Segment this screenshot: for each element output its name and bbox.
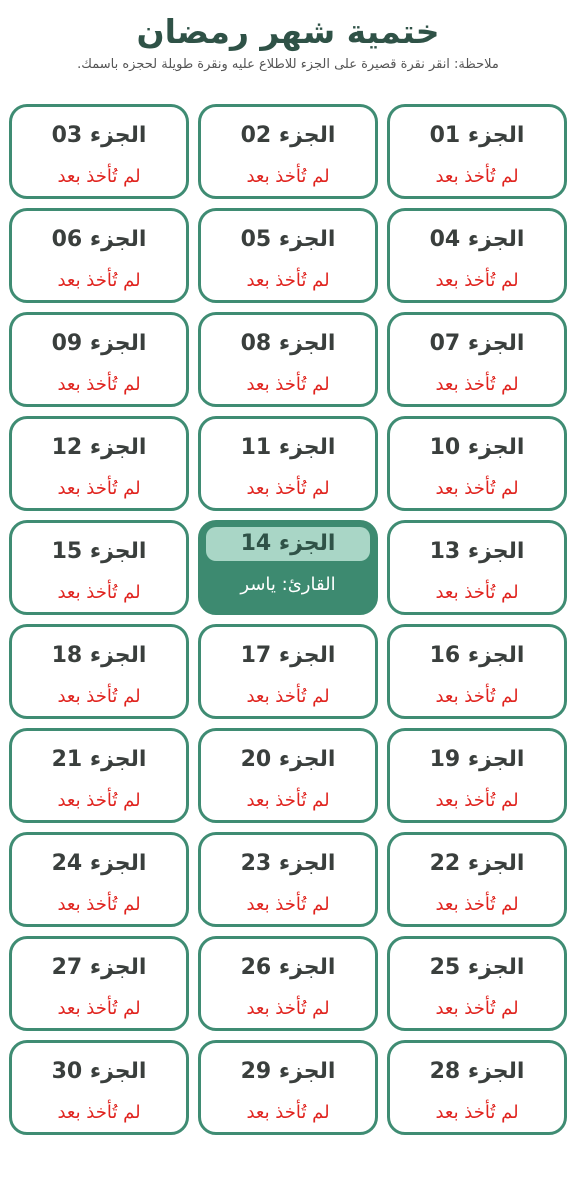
part-card[interactable] [9, 416, 189, 511]
part-card[interactable] [198, 832, 378, 927]
part-name: الجزء 23 [240, 851, 336, 876]
part-name: الجزء 24 [51, 851, 147, 876]
part-name: الجزء 28 [429, 1059, 525, 1084]
part-card[interactable] [387, 208, 567, 303]
part-card[interactable] [198, 416, 378, 511]
part-status: لم تُأخذ بعد [57, 894, 141, 915]
part-name: الجزء 11 [240, 435, 336, 460]
part-card[interactable] [387, 728, 567, 823]
part-status: لم تُأخذ بعد [435, 270, 519, 291]
part-name: الجزء 13 [429, 539, 525, 564]
part-card[interactable] [387, 416, 567, 511]
part-card[interactable] [387, 520, 567, 615]
part-name: الجزء 03 [51, 123, 147, 148]
part-card[interactable] [9, 1040, 189, 1135]
part-name: الجزء 21 [51, 747, 147, 772]
part-card[interactable] [387, 936, 567, 1031]
part-name: الجزء 20 [240, 747, 336, 772]
part-card[interactable] [9, 208, 189, 303]
part-card[interactable] [198, 624, 378, 719]
part-status: لم تُأخذ بعد [57, 1102, 141, 1123]
part-name: الجزء 12 [51, 435, 147, 460]
part-card[interactable] [9, 832, 189, 927]
part-name: الجزء 07 [429, 331, 525, 356]
part-status: لم تُأخذ بعد [435, 1102, 519, 1123]
part-name: الجزء 08 [240, 331, 336, 356]
part-status: لم تُأخذ بعد [435, 374, 519, 395]
part-card[interactable] [9, 728, 189, 823]
part-status: لم تُأخذ بعد [246, 478, 330, 499]
part-name: الجزء 02 [240, 123, 336, 148]
part-card[interactable] [198, 520, 378, 615]
part-name: الجزء 16 [429, 643, 525, 668]
part-status: لم تُأخذ بعد [57, 270, 141, 291]
part-card[interactable] [198, 728, 378, 823]
part-card[interactable] [198, 312, 378, 407]
part-name: الجزء 22 [429, 851, 525, 876]
part-card[interactable] [9, 624, 189, 719]
part-card[interactable] [198, 208, 378, 303]
part-name: الجزء 29 [240, 1059, 336, 1084]
part-card[interactable] [198, 1040, 378, 1135]
part-name: الجزء 19 [429, 747, 525, 772]
parts-grid [9, 104, 567, 1135]
part-name: الجزء 05 [240, 227, 336, 252]
part-name: الجزء 18 [51, 643, 147, 668]
part-card[interactable] [9, 312, 189, 407]
part-status: لم تُأخذ بعد [435, 686, 519, 707]
page-header [0, 0, 576, 74]
part-name: الجزء 09 [51, 331, 147, 356]
part-card[interactable] [9, 936, 189, 1031]
part-status: لم تُأخذ بعد [57, 998, 141, 1019]
part-status: لم تُأخذ بعد [246, 790, 330, 811]
part-status: لم تُأخذ بعد [57, 478, 141, 499]
part-status: لم تُأخذ بعد [246, 998, 330, 1019]
part-status: لم تُأخذ بعد [435, 998, 519, 1019]
part-status: لم تُأخذ بعد [246, 894, 330, 915]
part-card[interactable] [198, 104, 378, 199]
part-status: لم تُأخذ بعد [435, 478, 519, 499]
part-card[interactable] [387, 832, 567, 927]
usage-note: ملاحظة: انقر نقرة قصيرة على الجزء للاطلاع عليه ونقرة طويلة لحجزه باسمك. [77, 57, 499, 72]
part-status: لم تُأخذ بعد [246, 374, 330, 395]
part-name: الجزء 26 [240, 955, 336, 980]
part-card[interactable] [9, 520, 189, 615]
part-card[interactable] [387, 104, 567, 199]
part-card[interactable] [387, 624, 567, 719]
part-card[interactable] [387, 312, 567, 407]
part-name: الجزء 10 [429, 435, 525, 460]
part-name: الجزء 30 [51, 1059, 147, 1084]
part-card[interactable] [387, 1040, 567, 1135]
part-name: الجزء 17 [240, 643, 336, 668]
reader-name: القارئ: ياسر [240, 574, 336, 595]
part-card[interactable] [9, 104, 189, 199]
part-card[interactable] [198, 936, 378, 1031]
part-name: الجزء 25 [429, 955, 525, 980]
part-status: لم تُأخذ بعد [246, 686, 330, 707]
part-status: لم تُأخذ بعد [435, 790, 519, 811]
page-title: ختمية شهر رمضان [136, 12, 440, 51]
part-status: لم تُأخذ بعد [57, 374, 141, 395]
part-status: لم تُأخذ بعد [435, 894, 519, 915]
part-status: لم تُأخذ بعد [57, 686, 141, 707]
part-name: الجزء 14 [206, 527, 370, 561]
part-status: لم تُأخذ بعد [57, 166, 141, 187]
part-status: لم تُأخذ بعد [246, 270, 330, 291]
part-name: الجزء 15 [51, 539, 147, 564]
part-name: الجزء 04 [429, 227, 525, 252]
part-status: لم تُأخذ بعد [246, 166, 330, 187]
part-name: الجزء 06 [51, 227, 147, 252]
part-status: لم تُأخذ بعد [57, 790, 141, 811]
part-name: الجزء 27 [51, 955, 147, 980]
part-name: الجزء 01 [429, 123, 525, 148]
part-status: لم تُأخذ بعد [435, 166, 519, 187]
part-status: لم تُأخذ بعد [246, 1102, 330, 1123]
part-status: لم تُأخذ بعد [57, 582, 141, 603]
part-status: لم تُأخذ بعد [435, 582, 519, 603]
